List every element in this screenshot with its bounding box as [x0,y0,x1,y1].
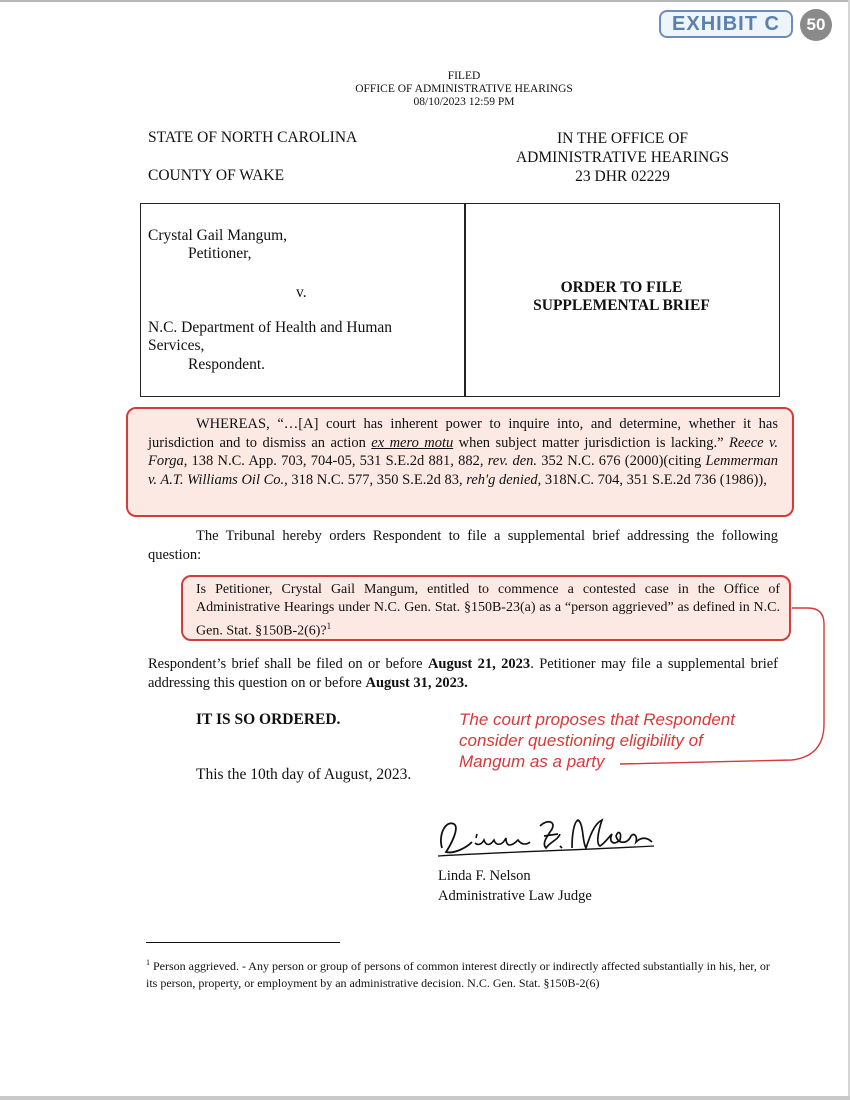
filed-line: FILED [447,70,481,82]
filed-timestamp: 08/10/2023 12:59 PM [413,96,515,108]
versus-label: v. [296,284,307,301]
respondent-name-line-2: Services, [148,337,205,354]
footnote-mark: 1 [146,958,150,967]
respondent-deadline-date: August 21, 2023 [427,656,531,672]
annotation-line-1: The court proposes that Respondent [459,710,735,729]
whereas-text-5: , 318 N.C. 577, 350 S.E.2d 83, [284,471,467,488]
deadline-text-1: Respondent’s brief shall be filed on or before [148,656,428,672]
case-number: 23 DHR 02229 [575,168,670,185]
date-line: This the 10th day of August, 2023. [196,766,412,783]
office-heading [495,129,750,186]
county-heading: COUNTY OF WAKE [148,167,285,184]
footnote-text: Person aggrieved. - Any person or group of persons of common interest directly or indirectly affected substantially in his, her, or its person, property, or employment by an administrative decision. N.C. Gen. Stat. §150B-2(6) [146,959,770,990]
order-title-line-1: ORDER TO FILE [560,279,683,296]
deadline-text-2: . Petitioner may file a supplemental brief addressing this question on or before [148,656,778,691]
question-footnote-mark: 1 [326,621,332,631]
petitioner-role: Petitioner, [188,245,252,262]
whereas-paragraph [148,415,778,489]
whereas-text-2: when subject matter jurisdiction is lacking.” [453,434,729,451]
whereas-text-3: , 138 N.C. App. 703, 704-05, 531 S.E.2d 881, 882, [183,453,488,469]
citation-reece: Reece v. Forga [148,434,778,469]
footnote-rule [146,942,340,943]
footnote [146,954,782,992]
order-paragraph: The Tribunal hereby orders Respondent to file a supplemental brief addressing the following question: [148,528,778,563]
signature-block [438,866,592,906]
annotation-line-3: Mangum as a party [459,752,605,771]
petitioner-deadline-date: August 31, 2023. [365,674,468,691]
judge-name: Linda F. Nelson [438,868,531,884]
state-heading: STATE OF NORTH CAROLINA [148,129,358,146]
annotation-line-2: consider questioning eligibility of [459,731,703,750]
order-title [465,279,778,315]
respondent-name-line-1: N.C. Department of Health and Human [148,319,393,336]
whereas-ex-mero-motu: ex mero motu [371,434,454,451]
citation-lemmerman: Lemmerman v. A.T. Williams Oil Co. [148,453,778,488]
filed-stamp [300,70,628,109]
exhibit-label: EXHIBIT C [659,10,793,38]
annotation-bracket-connector [600,600,840,780]
exhibit-page-number: 50 [800,9,832,41]
citation-rehg-denied: reh'g denied [466,471,538,488]
petitioner-name: Crystal Gail Mangum, [148,227,288,244]
whereas-text-4: 352 N.C. 676 (2000)(citing [537,453,706,469]
order-title-line-2: SUPPLEMENTAL BRIEF [533,297,710,314]
so-ordered: IT IS SO ORDERED. [196,711,341,728]
citation-rev-den: rev. den. [487,453,538,469]
filed-office-line: OFFICE OF ADMINISTRATIVE HEARINGS [355,83,573,95]
office-line-2: ADMINISTRATIVE HEARINGS [515,149,730,166]
page-top-border [0,0,850,2]
question-text: Is Petitioner, Crystal Gail Mangum, entitled to commence a contested case in the Office of Administrative Hearings under N.C. Gen. Stat. §150B-23(a) as a “person aggrieved” as defined in N.C. Gen. Stat. §150B-2(6)? [196,582,780,639]
respondent-role: Respondent. [188,356,266,373]
judge-signature [432,812,662,864]
whereas-text-1: WHEREAS, “…[A] court has inherent power to inquire into, and determine, whether it has jurisdiction and to dismiss an action [148,416,778,451]
whereas-text-6: , 318N.C. 704, 351 S.E.2d 736 (1986)), [537,471,767,488]
judge-title: Administrative Law Judge [438,888,592,904]
page-bottom-border [0,1096,850,1100]
office-line-1: IN THE OFFICE OF [556,130,689,147]
